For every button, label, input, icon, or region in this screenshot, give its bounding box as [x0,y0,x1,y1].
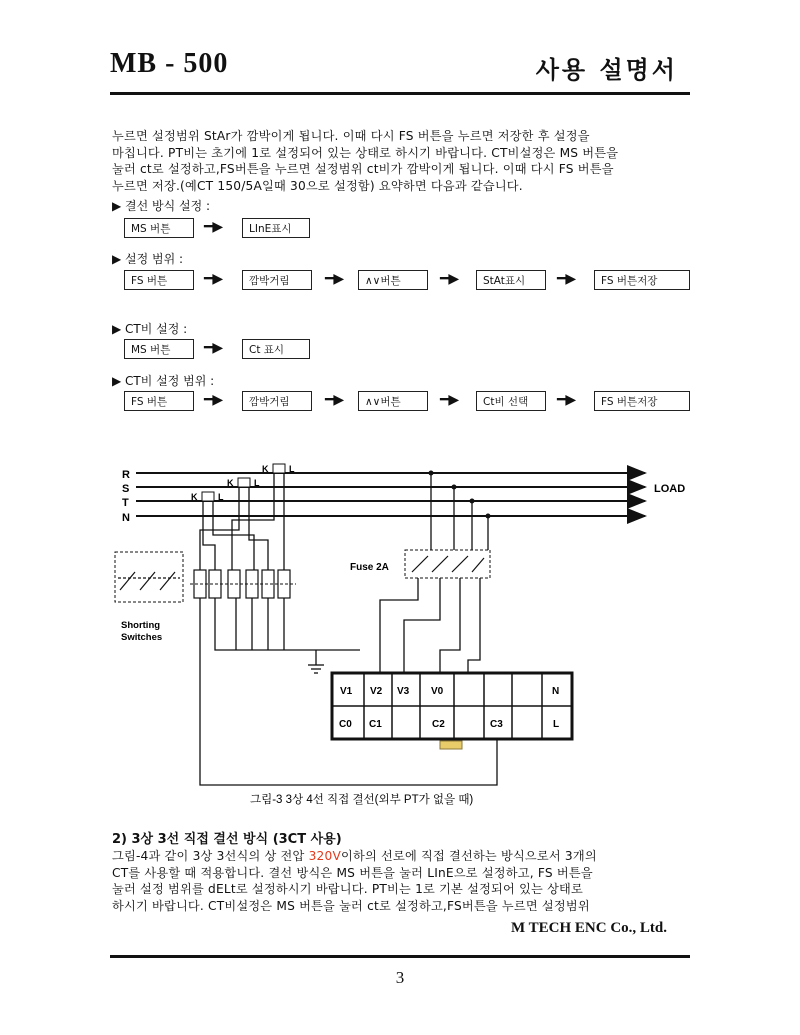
intro-line: 마칩니다. PT비는 초기에 1로 설정되어 있는 상태로 하시기 바랍니다. CT비설정은 MS 버튼을 [112,145,619,160]
document-model: MB - 500 [110,48,229,79]
flow-step-box: ∧∨버튼 [358,391,428,411]
figure-caption: 그림-3 3상 4선 직접 결선(외부 PT가 없을 때) [250,794,474,806]
shorting-switch-icon [118,572,180,590]
section-line: 눌러 설정 범위를 dELt로 설정하시기 바랍니다. PT비는 1로 기본 설정되어 있는 상태로 [112,882,584,896]
connector-tab [440,741,462,749]
terminal-v3: V3 [397,686,410,697]
header-rule [110,92,690,95]
flow-step-box: FS 버튼저장 [594,270,690,290]
ct-s-icon [238,478,250,487]
flow-title-range: ▶ 설정 범위 : [112,252,184,266]
terminal-c2: C2 [432,719,445,730]
terminal-v2: V2 [370,686,383,697]
company-name: M TECH ENC Co., Ltd. [511,920,667,936]
terminal-c0: C0 [339,719,352,730]
flow-title-ct-range: ▶ CT비 설정 범위 : [112,374,215,388]
intro-line: 눌러 ct로 설정하고,FS버튼을 누르면 설정범위 ct비가 깜박이게 됩니다. 이때 다시 FS 버튼을 [112,162,614,176]
flow-step-box: Ct 표시 [242,339,310,359]
load-label: LOAD [654,483,686,495]
arrow-right-icon: ━▶ [325,392,345,408]
intro-paragraph [112,128,697,194]
section-heading: 2) 3상 3선 직접 결선 방식 (3CT 사용) [112,832,342,847]
switches-label: Switches [121,632,163,643]
flow-step-box: StAt표시 [476,270,546,290]
terminal-c1: C1 [369,719,382,730]
ct-k-label: K [227,478,234,488]
flow-step-box: FS 버튼 [124,391,194,411]
flow-step-box: Ct비 선택 [476,391,546,411]
section-paragraph [112,848,697,914]
flow-title-line-setting: ▶ 결선 방식 설정 : [112,199,211,213]
document-title: 사용 설명서 [535,55,678,84]
arrow-right-icon: ━▶ [557,392,577,408]
arrow-right-icon: ━▶ [204,340,224,356]
line-label-t: T [122,497,129,509]
flow-step-box: ∧∨버튼 [358,270,428,290]
arrow-right-icon: ━▶ [204,219,224,235]
flow-step-box: MS 버튼 [124,218,194,238]
flow-step-box: FS 버튼저장 [594,391,690,411]
arrow-right-icon: ━▶ [440,392,460,408]
arrow-right-icon: ━▶ [440,271,460,287]
section-text: 그림-4과 같이 3상 3선식의 상 전압 [112,849,309,863]
flow-step-box: 깜박거림 [242,270,312,290]
arrow-right-icon: ━▶ [204,392,224,408]
flow-step-box: MS 버튼 [124,339,194,359]
section-text: 이하의 선로에 직접 결선하는 방식으로서 3개의 [341,849,597,863]
intro-line: 누르면 저장.(예CT 150/5A일때 30으로 설정함) 요약하면 다음과 같습니다. [112,178,523,193]
section-line [112,848,697,865]
current-transformers [191,464,295,502]
fuse-leads [380,578,480,673]
flow-step-box: LInE표시 [242,218,310,238]
terminal-l: L [553,719,560,730]
shorting-switch-box [115,552,183,602]
terminal-c3: C3 [490,719,503,730]
arrow-right-icon: ━▶ [557,271,577,287]
flow-step-box: 깜박거림 [242,391,312,411]
ct-k-label: K [191,492,198,502]
flow-title-ct: ▶ CT비 설정 : [112,322,188,336]
flow-step-box: FS 버튼 [124,270,194,290]
voltage-highlight: 320V [308,849,341,863]
fuse-label: Fuse 2A [350,562,389,573]
section-line: 하시기 바랍니다. CT비설정은 MS 버튼을 눌러 ct로 설정하고,FS버튼을 누르면 설정범위 [112,898,590,913]
line-label-s: S [122,483,130,495]
ct-r-icon [273,464,285,473]
line-label-n: N [122,512,130,524]
terminal-v1: V1 [340,686,353,697]
terminal-v0: V0 [431,686,444,697]
ground-icon [308,665,324,673]
fuse-box [405,550,490,578]
intro-line: 누르면 설정범위 StAr가 깜박이게 됩니다. 이때 다시 FS 버튼을 누르면 저장한 후 설정을 [112,129,590,143]
ct-t-icon [202,492,214,501]
line-label-r: R [122,469,130,481]
ct-k-label: K [262,464,269,474]
footer-rule [110,955,690,958]
wiring-diagram [0,455,800,815]
section-line: CT를 사용할 때 적용합니다. 결선 방식은 MS 버튼을 눌러 LInE으로 설정하고, FS 버튼을 [112,865,593,880]
junction-dots [429,471,491,519]
voltage-taps [431,473,488,550]
ct-l-label: L [289,464,295,474]
ct-l-label: L [254,478,260,488]
fuse-icon [412,556,484,572]
terminal-n: N [552,686,560,697]
arrow-right-icon: ━▶ [204,271,224,287]
page-number: 3 [395,968,405,987]
shorting-label: Shorting [121,620,161,631]
ct-l-label: L [218,492,224,502]
arrow-right-icon: ━▶ [325,271,345,287]
